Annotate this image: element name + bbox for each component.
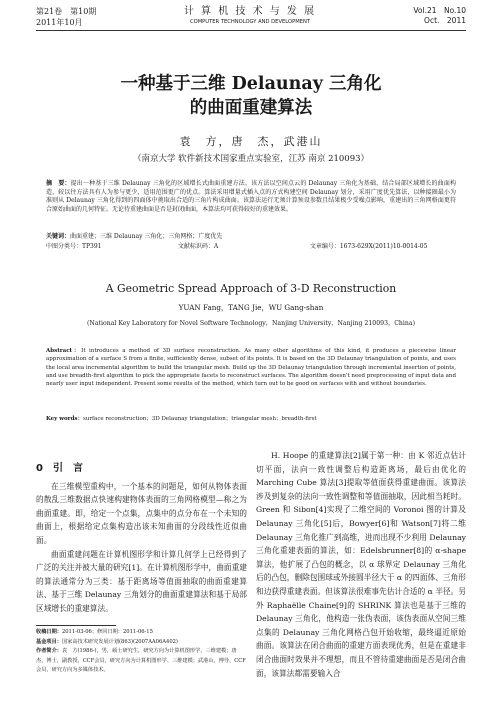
keywords-en: [46, 415, 456, 423]
volume-cn: 第21卷 第10期: [36, 7, 97, 16]
volume-en: Vol.21 No.10: [413, 6, 466, 15]
keywords-en-text: surface reconstruction；3D Delaunay triangulation；triangular mesh；breadth-first: [83, 416, 317, 422]
title-cn-line2: 的曲面重建算法: [189, 98, 313, 118]
keywords-cn-text: 曲面重建；三维 Delaunay 三角化；三角网格；广度优先: [70, 233, 223, 240]
fund-text: 国家高技术研究发展计划(863)(2007AA06A402): [61, 638, 178, 645]
author-label: 作者简介：: [36, 648, 62, 654]
fund-label: 基金项目：: [36, 638, 62, 645]
abstract-cn: [46, 180, 456, 214]
article-number: 文章编号：1673-629X(2011)10-0014-05: [309, 243, 428, 250]
date-cn: 2011年10月: [36, 18, 83, 27]
abstract-en-text: It introduces a method of 3D surface reconstruction. As many other algorithms of this kind, it produces a piecewise linear approximation of a surface S from a finite, sufficiently dense, subset of its points. It is based on the 3D Delaunay triangulation of points, and uses the local area incremental algorithm to build the triangular mesh. Build up the 3D Delaunay triangulation through incremental insertion of points, and use breadth-first algorithm to pick the appropriate facets to reconstruct surfaces. The algorithm doesn't need preprocessing of input data and nearly user input independent. Present some results of the method, which turn out to be good on surfaces with and without boundaries.: [46, 348, 456, 388]
clc-number: 中图分类号：TP391: [46, 243, 102, 250]
footnote-received: [36, 628, 247, 638]
footnote-rule: [36, 625, 116, 626]
keywords-cn-label: 关键词：: [46, 233, 71, 240]
title-en: A Geometric Spread Approach of 3-D Reconstruction: [105, 282, 397, 295]
header-journal: [150, 6, 350, 26]
authors-en: YUAN Fang，TANG Jie，WU Gang-shan: [178, 303, 324, 312]
footnote-author: [36, 647, 247, 676]
document-code: 文献标识码：A: [177, 243, 219, 250]
affiliation-cn: （南京大学 软件新技术国家重点实验室，江苏 南京 210093）: [132, 154, 370, 164]
title-cn: [36, 72, 466, 120]
received-label: 收稿日期：: [36, 629, 62, 635]
journal-name-cn: 计 算 机 技 术 与 发 展: [183, 6, 317, 17]
journal-name-en: COMPUTER TECHNOLOGY AND DEVELOPMENT: [190, 19, 310, 25]
title-cn-line1: 一种基于三维 Delaunay 三角化: [120, 74, 382, 94]
right-column: [256, 449, 466, 680]
abstract-cn-label: 摘 要：: [46, 180, 71, 187]
footnote-fund: [36, 638, 247, 648]
authors-cn: 袁 方，唐 杰，武港山: [179, 135, 323, 148]
received-text: 2011-03-06；修回日期：2011-06-15: [61, 629, 153, 635]
header-volume-en: [413, 6, 466, 26]
classification-row: [46, 243, 456, 252]
abstract-en: [46, 347, 456, 388]
abstract-en-label: Abstract：: [46, 348, 82, 354]
header-volume: [36, 6, 96, 28]
footnote: [36, 628, 247, 676]
intro-paragraph-2: 曲面重建问题在计算机图形学和计算几何学上已经得到了广泛的关注并被大量的研究[1]。在计算机图形学中，曲面重建的算法通常分为三类：基于距离场等值面抽取的曲面重建算法、基于三维 Delaunay 三角划分的曲面重建算法和基于局部区域增长的重建算法。: [36, 549, 247, 613]
intro-paragraph-1: 在三维模型重构中，一个基本的问题是，如何从物体表面的散乱三维数据点快速构建物体表面的三角网格模型—称之为曲面重建。即，给定一个点集，点集中的点分布在一个未知的曲面上，根据给定点集构造出该未知曲面的分段线性近似曲面。: [36, 481, 247, 545]
keywords-en-label: Key words：: [46, 416, 84, 422]
author-bio: 袁 方(1986-)，男，硕士研究生，研究方向为计算机图形学、三维建模；唐 杰，博士，副教授，CCF会员，研究方向为计算机图形学、三维建模；武港山，博导，CCF会员，研究方向为多媒体技术。: [36, 648, 246, 673]
abstract-cn-text: 提出一种基于三维 Delaunay 三角化的区域增长式曲面重建方法。该方法以空间点云的 Delaunay 三角化为基础，结合局部区域增长的曲面构造，较以往方法具有人为参与更少，适用范围更广的优点。算法采用增量式插入点的方式构建空间 Delaunay 划分，采用广度优先算法，以种接圈最小为准则从 Delaunay 三角化得到的四面体中挑取出合适的三角片构成曲面。该算法运行无须计算预设参数且结果极少受噪点影响，重建出的三角网格面更符合原始曲面的几何特征。无论待重建曲面是否是封闭曲面，本算法均可获得较好的重建效果。: [46, 180, 456, 213]
right-paragraph-1: H. Hoope 的重建算法[2]属于第一种：由 K 邻近点估计切平面，法向一致性调整后构造距离场，最后由优化的 Marching Cube 算法[3]提取等值面获得重建曲面。该算法涉及到复杂的法向一致性调整和等值面抽取，因此相当耗时。Green 和 Sibon[4]实现了二维空间的 Voronoi 图的计算及 Delaunay 三角化[5]后，Bowyer[6]和 Watson[7]将二维 Delaunay 三角化推广到高维，进而出现不少利用 Delaunay 三角化重建表面的算法，如：Edelsbrunner[8]的 α-shape 算法，他扩展了凸包的概念，以 α 球界定 Delaunay 三角化后的凸包，删除包围球或外接圆半径大于 α 的四面体、三角形和边获得重建表面。但该算法很难事先估计合适的 α 半径。另外 Raphaëlle Chaine[9]的 SHRINK 算法也是基于三维的 Delaunay 三角化，他构造一张伪表面，该伪表面从空间三维点集的 Delaunay 三角化网格凸包开始收缩，最终逼近原始曲面。该算法在闭合曲面的重建方面表现优秀，但是在重建非闭合曲面时效果并不理想，而且不管待重建曲面是否是闭合曲面，该算法都需要输入合: [256, 451, 466, 678]
date-en: Oct. 2011: [424, 16, 466, 25]
header-rule: [36, 30, 466, 31]
affiliation-en: (National Key Laboratory for Novel Software Technology，Nanjing University，Nanjing 210093，China): [87, 320, 415, 327]
section-heading: 0 引 言: [36, 463, 83, 474]
left-column: [36, 462, 247, 616]
keywords-cn: [46, 233, 456, 242]
